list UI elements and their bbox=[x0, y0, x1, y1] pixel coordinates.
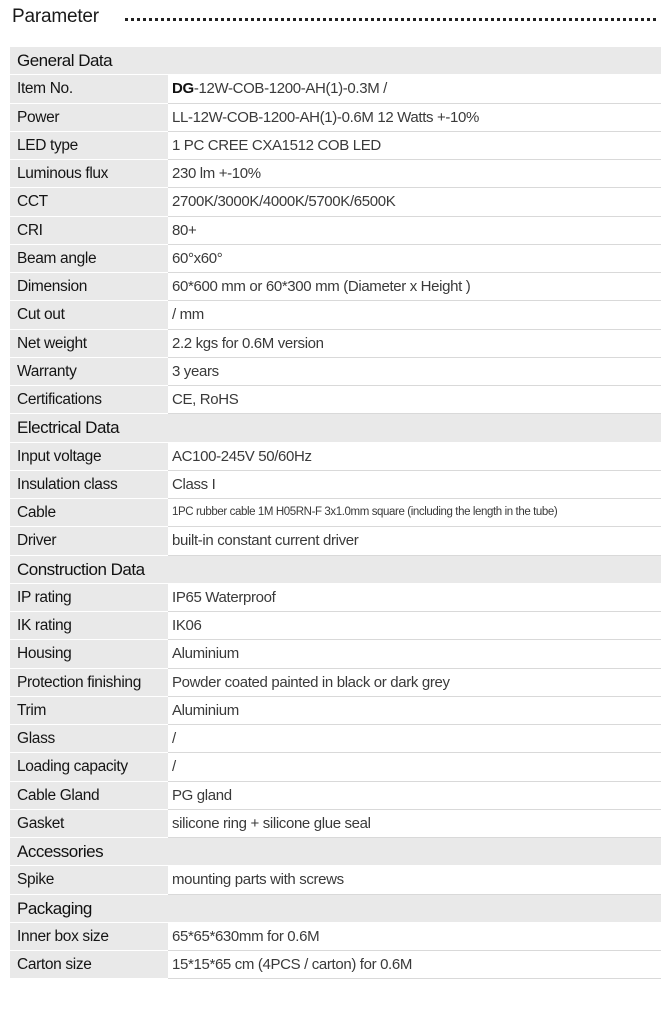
table-row bbox=[10, 103, 661, 131]
row-value: silicone ring + silicone glue seal bbox=[168, 809, 661, 837]
page-header bbox=[12, 0, 662, 34]
section-title: Electrical Data bbox=[10, 414, 661, 442]
table-row bbox=[10, 216, 661, 244]
row-value: / mm bbox=[168, 301, 661, 329]
row-value: / bbox=[168, 725, 661, 753]
table-row bbox=[10, 753, 661, 781]
row-value: 60°x60° bbox=[168, 244, 661, 272]
row-value: / bbox=[168, 753, 661, 781]
row-label: Spike bbox=[10, 866, 168, 894]
row-label: Net weight bbox=[10, 329, 168, 357]
table-row bbox=[10, 612, 661, 640]
row-value: Class I bbox=[168, 470, 661, 498]
row-value: AC100-245V 50/60Hz bbox=[168, 442, 661, 470]
table-row bbox=[10, 329, 661, 357]
row-value: Aluminium bbox=[168, 696, 661, 724]
row-label: Driver bbox=[10, 527, 168, 555]
row-value: 65*65*630mm for 0.6M bbox=[168, 922, 661, 950]
table-row bbox=[10, 725, 661, 753]
dotted-leader bbox=[125, 18, 656, 21]
section-title: General Data bbox=[10, 47, 661, 75]
row-label: Carton size bbox=[10, 951, 168, 979]
row-label: Housing bbox=[10, 640, 168, 668]
row-label: Glass bbox=[10, 725, 168, 753]
row-label: Cable bbox=[10, 499, 168, 527]
table-row bbox=[10, 922, 661, 950]
row-value: 15*15*65 cm (4PCS / carton) for 0.6M bbox=[168, 951, 661, 979]
row-value: IP65 Waterproof bbox=[168, 583, 661, 611]
item-prefix: DG bbox=[172, 80, 194, 98]
row-label: IK rating bbox=[10, 612, 168, 640]
row-value: 2700K/3000K/4000K/5700K/6500K bbox=[168, 188, 661, 216]
row-value: built-in constant current driver bbox=[168, 527, 661, 555]
row-label: Protection finishing bbox=[10, 668, 168, 696]
table-row bbox=[10, 781, 661, 809]
row-label: Luminous flux bbox=[10, 160, 168, 188]
row-value: Powder coated painted in black or dark grey bbox=[168, 668, 661, 696]
row-value: mounting parts with screws bbox=[168, 866, 661, 894]
table-row bbox=[10, 696, 661, 724]
table-row bbox=[10, 131, 661, 159]
page-title: Parameter bbox=[12, 6, 99, 27]
row-label: Power bbox=[10, 103, 168, 131]
row-label: Item No. bbox=[10, 75, 168, 103]
row-label: CRI bbox=[10, 216, 168, 244]
section-title: Accessories bbox=[10, 838, 661, 866]
row-label: Gasket bbox=[10, 809, 168, 837]
row-value: IK06 bbox=[168, 612, 661, 640]
table-row bbox=[10, 244, 661, 272]
table-row bbox=[10, 160, 661, 188]
row-label: Insulation class bbox=[10, 470, 168, 498]
spec-table bbox=[10, 46, 661, 979]
row-label: CCT bbox=[10, 188, 168, 216]
table-row bbox=[10, 357, 661, 385]
row-value: 80+ bbox=[168, 216, 661, 244]
row-value bbox=[168, 75, 661, 103]
row-label: Cable Gland bbox=[10, 781, 168, 809]
row-label: Trim bbox=[10, 696, 168, 724]
row-label: Warranty bbox=[10, 357, 168, 385]
section-title: Construction Data bbox=[10, 555, 661, 583]
row-value: 1PC rubber cable 1M H05RN-F 3x1.0mm square (including the length in the tube) bbox=[168, 499, 661, 527]
table-row bbox=[10, 640, 661, 668]
table-row bbox=[10, 951, 661, 979]
section-accessories bbox=[10, 838, 661, 866]
row-label: Cut out bbox=[10, 301, 168, 329]
row-label: Loading capacity bbox=[10, 753, 168, 781]
row-value: 230 lm +-10% bbox=[168, 160, 661, 188]
table-row bbox=[10, 470, 661, 498]
row-label: Inner box size bbox=[10, 922, 168, 950]
row-value: 3 years bbox=[168, 357, 661, 385]
row-label: LED type bbox=[10, 131, 168, 159]
row-value: PG gland bbox=[168, 781, 661, 809]
section-construction-data bbox=[10, 555, 661, 583]
row-value: 2.2 kgs for 0.6M version bbox=[168, 329, 661, 357]
table-row bbox=[10, 301, 661, 329]
table-row bbox=[10, 386, 661, 414]
row-value: CE, RoHS bbox=[168, 386, 661, 414]
table-row bbox=[10, 75, 661, 103]
row-label: Beam angle bbox=[10, 244, 168, 272]
table-row bbox=[10, 527, 661, 555]
row-value: LL-12W-COB-1200-AH(1)-0.6M 12 Watts +-10% bbox=[168, 103, 661, 131]
table-row bbox=[10, 668, 661, 696]
row-label: IP rating bbox=[10, 583, 168, 611]
row-value: 60*600 mm or 60*300 mm (Diameter x Height ) bbox=[168, 273, 661, 301]
item-number: -12W-COB-1200-AH(1)-0.3M / bbox=[193, 80, 387, 98]
section-title: Packaging bbox=[10, 894, 661, 922]
table-row bbox=[10, 442, 661, 470]
section-packaging bbox=[10, 894, 661, 922]
row-label: Input voltage bbox=[10, 442, 168, 470]
section-general-data bbox=[10, 47, 661, 75]
table-row bbox=[10, 273, 661, 301]
row-value: 1 PC CREE CXA1512 COB LED bbox=[168, 131, 661, 159]
table-row bbox=[10, 583, 661, 611]
row-label: Certifications bbox=[10, 386, 168, 414]
table-row bbox=[10, 866, 661, 894]
section-electrical-data bbox=[10, 414, 661, 442]
row-value: Aluminium bbox=[168, 640, 661, 668]
row-label: Dimension bbox=[10, 273, 168, 301]
table-row bbox=[10, 499, 661, 527]
table-row bbox=[10, 809, 661, 837]
table-row bbox=[10, 188, 661, 216]
